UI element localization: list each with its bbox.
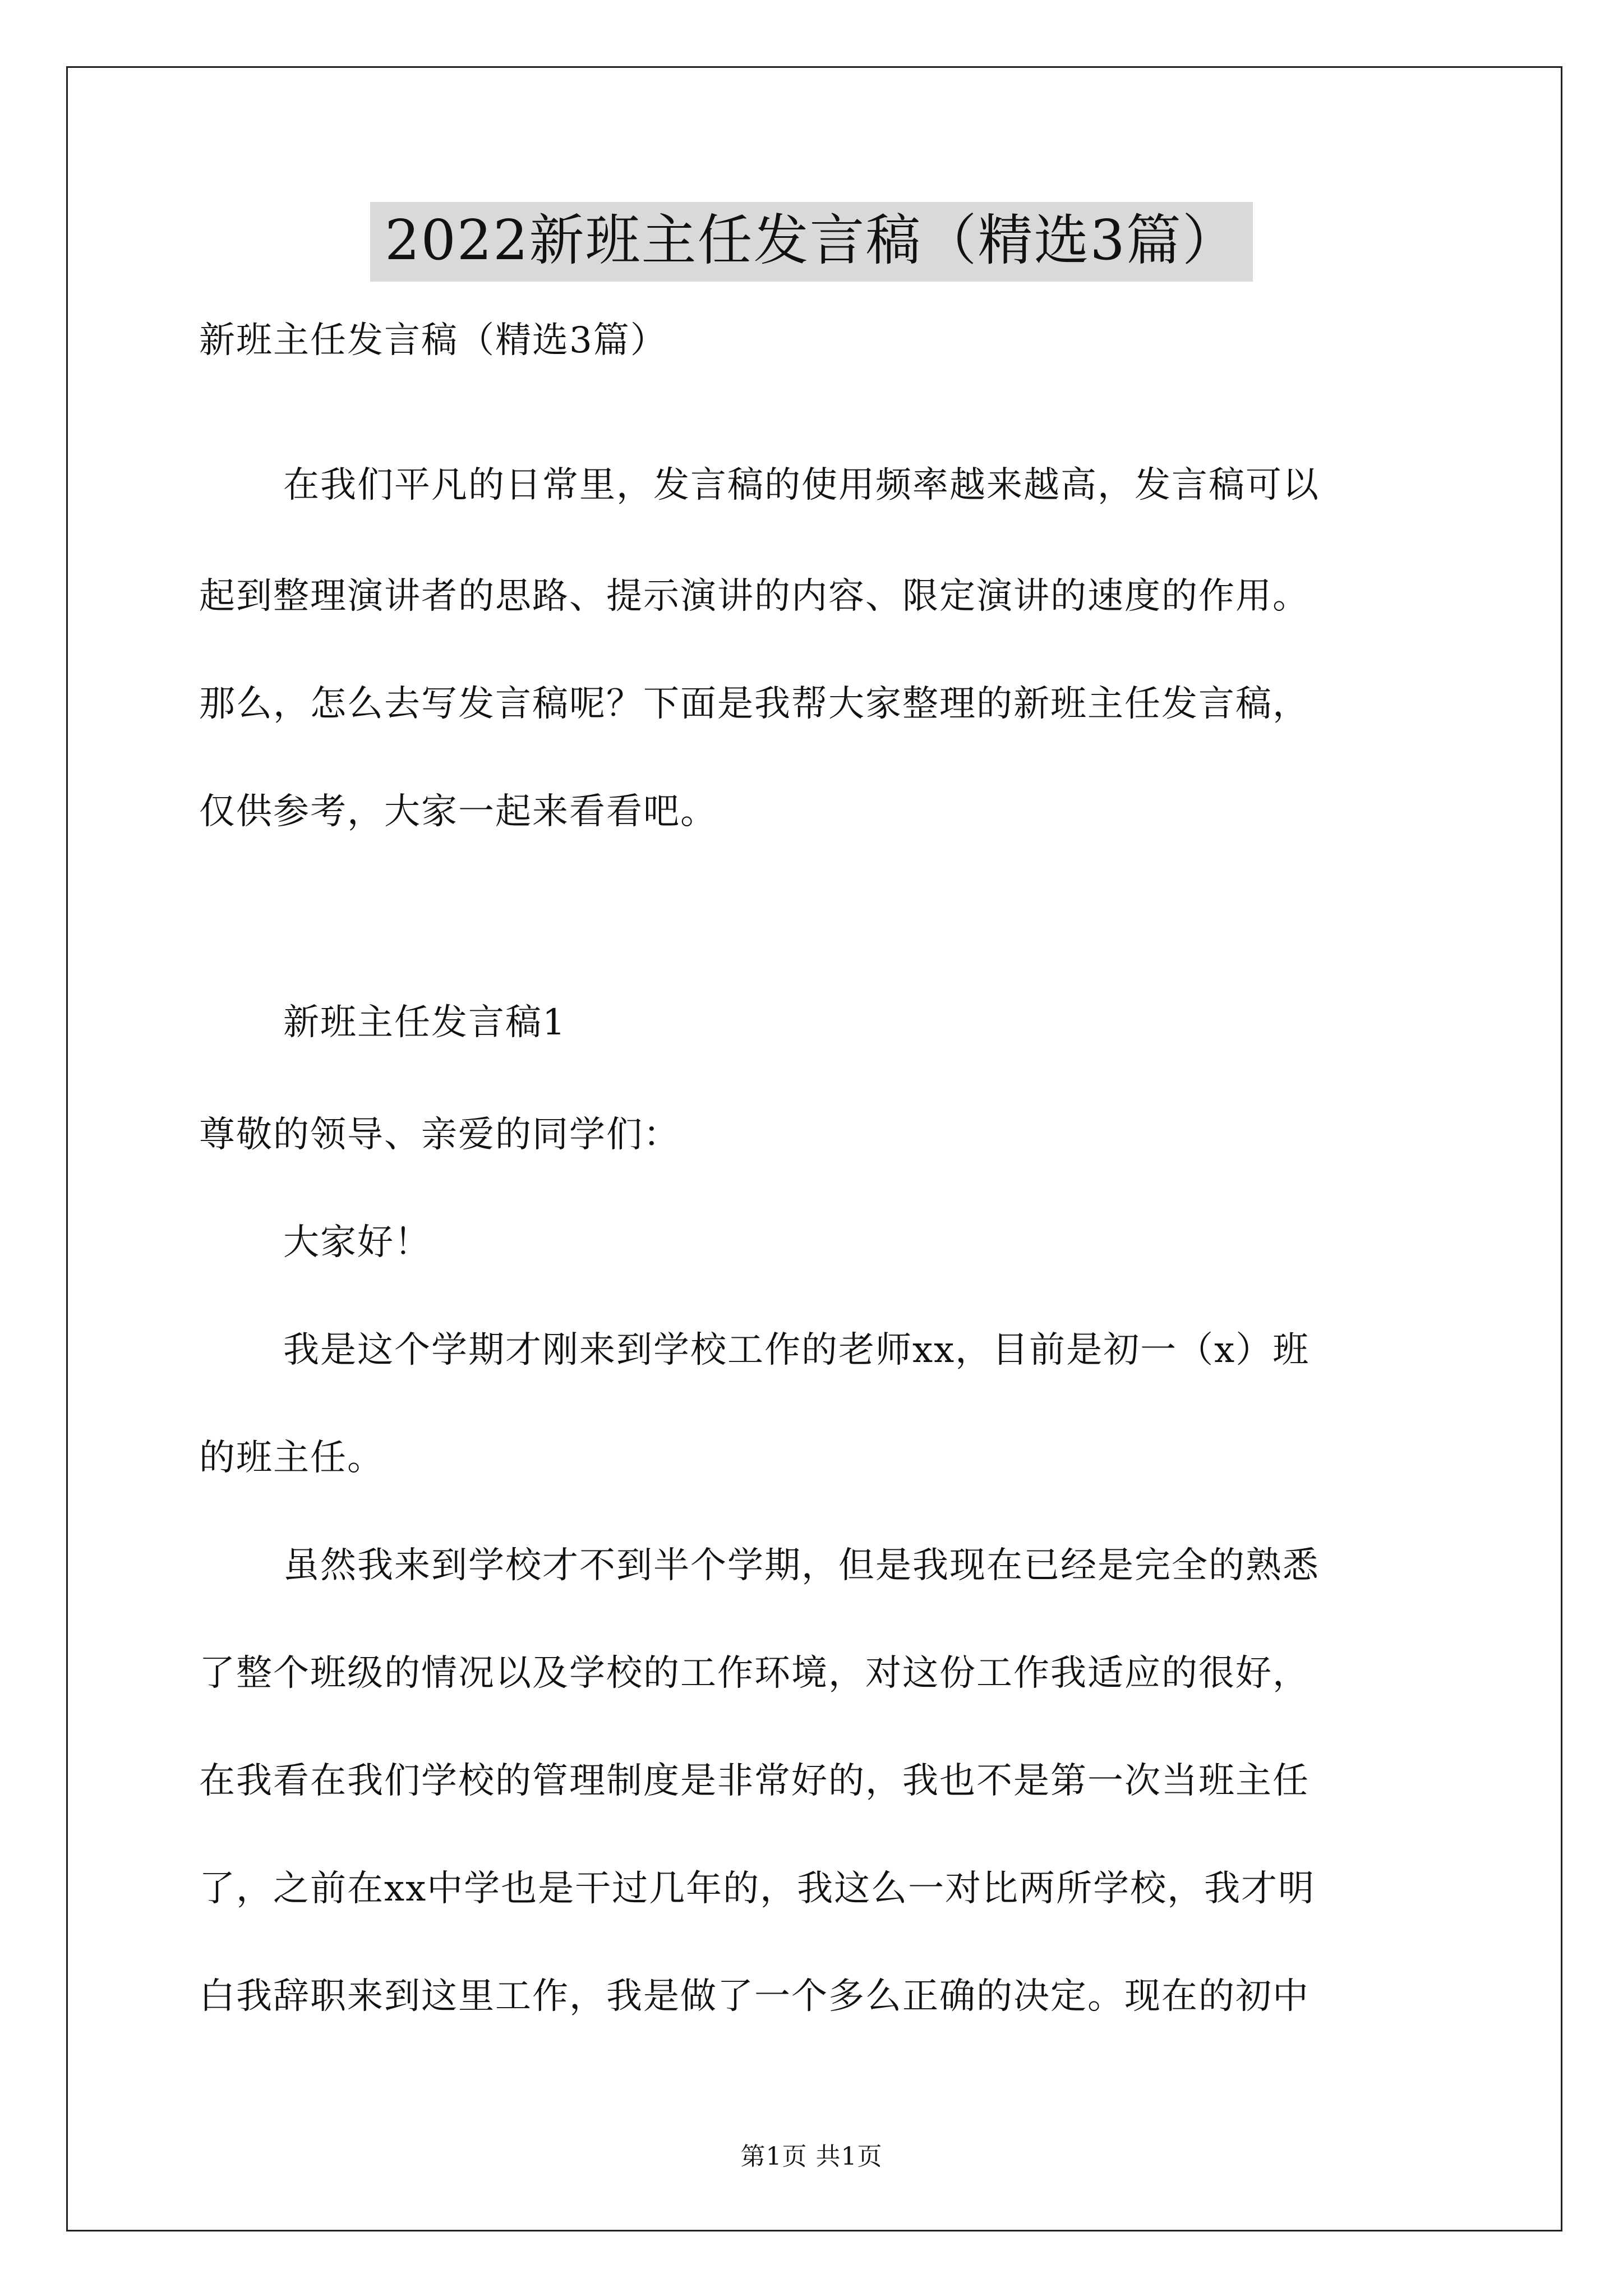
section-heading: 新班主任发言稿1 (283, 1002, 566, 1043)
paragraph-line: 在我看在我们学校的管理制度是非常好的，我也不是第一次当班主任 (199, 1760, 1310, 1802)
paragraph-line: 虽然我来到学校才不到半个学期，但是我现在已经是完全的熟悉 (283, 1545, 1320, 1586)
paragraph-line: 了整个班级的情况以及学校的工作环境，对这份工作我适应的很好， (199, 1653, 1310, 1694)
paragraph-line: 了，之前在xx中学也是干过几年的，我这么一对比两所学校，我才明 (199, 1868, 1316, 1910)
subtitle-line: 新班主任发言稿（精选3篇） (199, 320, 667, 361)
paragraph-line: 那么，怎么去写发言稿呢？下面是我帮大家整理的新班主任发言稿， (199, 683, 1310, 725)
page-footer: 第1页 共1页 (740, 2142, 883, 2171)
paragraph-line: 的班主任。 (199, 1437, 384, 1479)
greeting-line: 大家好！ (283, 1222, 431, 1263)
title-container (0, 202, 1623, 282)
paragraph-line: 在我们平凡的日常里，发言稿的使用频率越来越高，发言稿可以 (283, 464, 1320, 506)
paragraph-line: 仅供参考，大家一起来看看吧。 (199, 791, 717, 832)
document-title: 2022新班主任发言稿（精选3篇） (370, 202, 1253, 282)
salutation-line: 尊敬的领导、亲爱的同学们： (199, 1114, 680, 1156)
paragraph-line: 白我辞职来到这里工作，我是做了一个多么正确的决定。现在的初中 (199, 1976, 1310, 2017)
paragraph-line: 我是这个学期才刚来到学校工作的老师xx，目前是初一（x）班 (283, 1329, 1310, 1371)
paragraph-line: 起到整理演讲者的思路、提示演讲的内容、限定演讲的速度的作用。 (199, 576, 1310, 617)
